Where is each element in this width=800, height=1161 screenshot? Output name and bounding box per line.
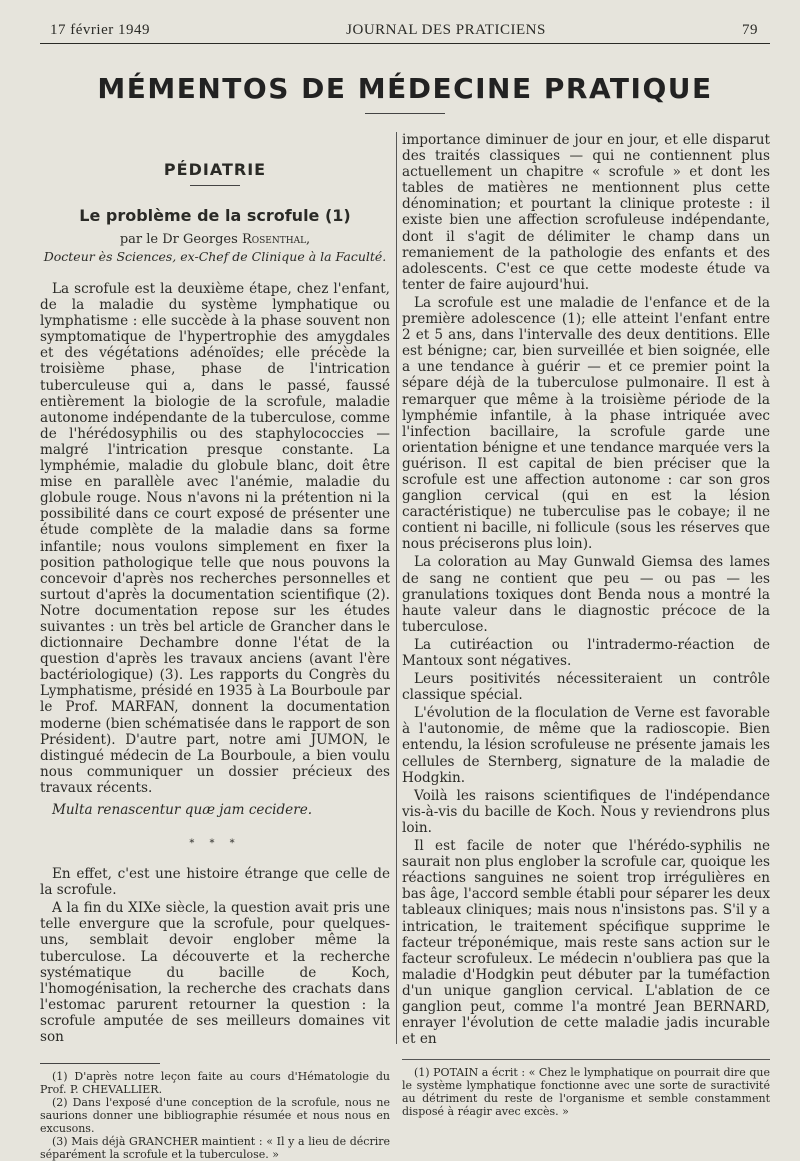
paragraph: A la fin du XIXe siècle, la question avait pris une telle envergure que la scrofule, pour quelques-uns, semblait devoir englober même la tuberculose. La découverte et la recherche systématique du bacille de Koch, l'homogénisation, la recherche des crachats dans l'estomac parurent retourner la question : la scrofule amputée de ses meilleurs domaines vit son <box>40 900 390 1046</box>
issue-date: 17 février 1949 <box>50 22 150 38</box>
footnote: (3) Mais déjà GRANCHER maintient : « Il y a lieu de décrire séparément la scrofule et la tuberculose. » <box>40 1135 390 1161</box>
section-heading: PÉDIATRIE <box>163 160 267 179</box>
author-name: Rosenthal, <box>241 232 311 247</box>
right-column <box>402 132 770 1118</box>
article-title: Le problème de la scrofule (1) <box>79 206 351 225</box>
footnote: (1) D'après notre leçon faite au cours d'Hématologie du Prof. P. CHEVALLIER. <box>40 1070 390 1097</box>
footnote: (1) POTAIN a écrit : « Chez le lymphatique on pourrait dire que le système lymphatique fonctionne avec une sorte de suractivité au détriment du reste de l'organisme et semble constamment disposé à réagir avec excès. » <box>402 1066 770 1119</box>
title-rule <box>365 113 445 114</box>
paragraph: En effet, c'est une histoire étrange que celle de la scrofule. <box>40 866 390 899</box>
paragraph: La coloration au May Gunwald Giemsa des lames de sang ne contient que peu — ou pas — les granulations toxiques dont Benda nous a montré la haute valeur dans le diagnostic précoce de la tuberculose. <box>402 554 770 635</box>
footnotes-right <box>402 1059 770 1118</box>
paragraph: Voilà les raisons scientifiques de l'indépendance vis-à-vis du bacille de Koch. Nous y reviendrons plus loin. <box>402 787 770 836</box>
latin-quote: Multa renascentur quæ jam cecidere. <box>52 802 313 818</box>
section-rule <box>190 185 240 186</box>
paragraph: L'évolution de la floculation de Verne est favorable à l'autonomie, de même que la radioscopie. Bien entendu, la lésion scrofuleuse ne présente jamais les cellules de Sternberg, signature de la maladie de Hodgkin. <box>402 705 770 786</box>
byline-prefix: par le Dr Georges <box>119 232 242 247</box>
paragraph: Leurs positivités nécessiteraient un contrôle classique spécial. <box>402 671 770 704</box>
column-divider <box>396 132 397 1044</box>
running-header <box>40 22 770 44</box>
footnote-rule <box>40 1063 160 1064</box>
author-affiliation: Docteur ès Sciences, ex-Chef de Clinique à la Faculté. <box>43 249 387 264</box>
byline <box>40 231 390 248</box>
journal-name: JOURNAL DES PRATICIENS <box>346 22 546 38</box>
footnotes-left <box>40 1070 390 1161</box>
paragraph: La scrofule est la deuxième étape, chez l'enfant, de la maladie du système lymphatique ou lymphatisme : elle succède à la phase souvent non symptomatique de l'hypertrophie des amygdales et des végétations adénoïdes; elle précède la troisième phase, phase de l'intrication tuberculeuse qui a, dans le passé, faussé entièrement la biologie de la scrofule, maladie autonome indépendante de la tuberculose, comme de l'hérédosyphilis ou des staphylococcies — malgré l'intrication presque constante. La lymphémie, maladie du globule blanc, doit être mise en parallèle avec l'anémie, maladie du globule rouge. Nous n'avons ni la prétention ni la possibilité dans ce court exposé de présenter une étude complète de la maladie dans sa forme infantile; nous voulons simplement en fixer la position pathologique telle que nous pouvons la concevoir d'après nos recherches personnelles et surtout d'après la documentation scientifique (2). Notre documentation repose sur les études suivantes : un très bel article de Grancher dans le dictionnaire Dechambre donne l'état de la question d'après les travaux anciens (avant l'ère bactériologique) (3). Les rapports du Congrès du Lymphatisme, présidé en 1935 à La Bourboule par le Prof. MARFAN, donnent la documentation moderne (bien schématisée dans le rapport de son Président). D'autre part, notre ami JUMON, le distingué médecin de La Bourboule, a bien voulu nous communiquer un dossier précieux des travaux récents. <box>40 281 390 796</box>
paragraph: La scrofule est une maladie de l'enfance et de la première adolescence (1); elle atteint l'enfant entre 2 et 5 ans, dans l'intervalle des deux dentitions. Elle est bénigne; car, bien surveillée et bien soignée, elle a une tendance à guérir — et ce premier point la sépare déjà de la tuberculose pulmonaire. Il est à remarquer que même à la troisième période de la lymphémie infantile, à la phase intriquée avec l'infection bacillaire, la scrofule garde une orientation bénigne et une tendance marquée vers la guérison. Il est capital de bien préciser que la scrofule est une affection autonome : car son gros ganglion cervical (qui en est la lésion caractéristique) ne tuberculise pas le cobaye; il ne contient ni bacille, ni follicule (sous les réserves que nous préciserons plus loin). <box>402 294 770 553</box>
footnote: (2) Dans l'exposé d'une conception de la scrofule, nous ne saurions donner une bibliographie résumée et nous nous en excusons. <box>40 1096 390 1136</box>
left-column <box>40 132 390 1161</box>
journal-page <box>40 22 770 1161</box>
page-number: 79 <box>741 22 758 38</box>
paragraph: La cutiréaction ou l'intradermo-réaction de Mantoux sont négatives. <box>402 636 770 669</box>
paragraph: Il est facile de noter que l'hérédo-syphilis ne saurait non plus englober la scrofule car, quoique les réactions sanguines ne soient trop irrégulières en bas âge, l'accord semble établi pour séparer les deux tableaux cliniques; mais nous n'insistons pas. S'il y a intrication, le traitement spécifique supprime le facteur tréponémique, mais reste sans action sur le facteur scrofuleux. Le médecin n'oubliera pas que la maladie d'Hodgkin peut débuter par la tuméfaction d'un unique ganglion cervical. L'ablation de ce ganglion peut, comme l'a montré Jean BERNARD, enrayer l'évolution de cette maladie jadis incurable et en <box>402 838 770 1048</box>
main-title: MÉMENTOS DE MÉDECINE PRATIQUE <box>97 72 713 105</box>
section-separator: * * * <box>189 838 241 850</box>
paragraph: importance diminuer de jour en jour, et elle disparut des traités classiques — qui ne contiennent plus actuellement un chapitre « scrofule » et dont les tables de matières ne mentionnent plus cette dénomination; et pourtant la clinique proteste : il existe bien une affection scrofuleuse indépendante, dont il s'agit de délimiter le champ dans un remaniement de la pathologie des enfants et des adolescents. C'est ce que cette modeste étude va tenter de faire aujourd'hui. <box>402 132 770 293</box>
